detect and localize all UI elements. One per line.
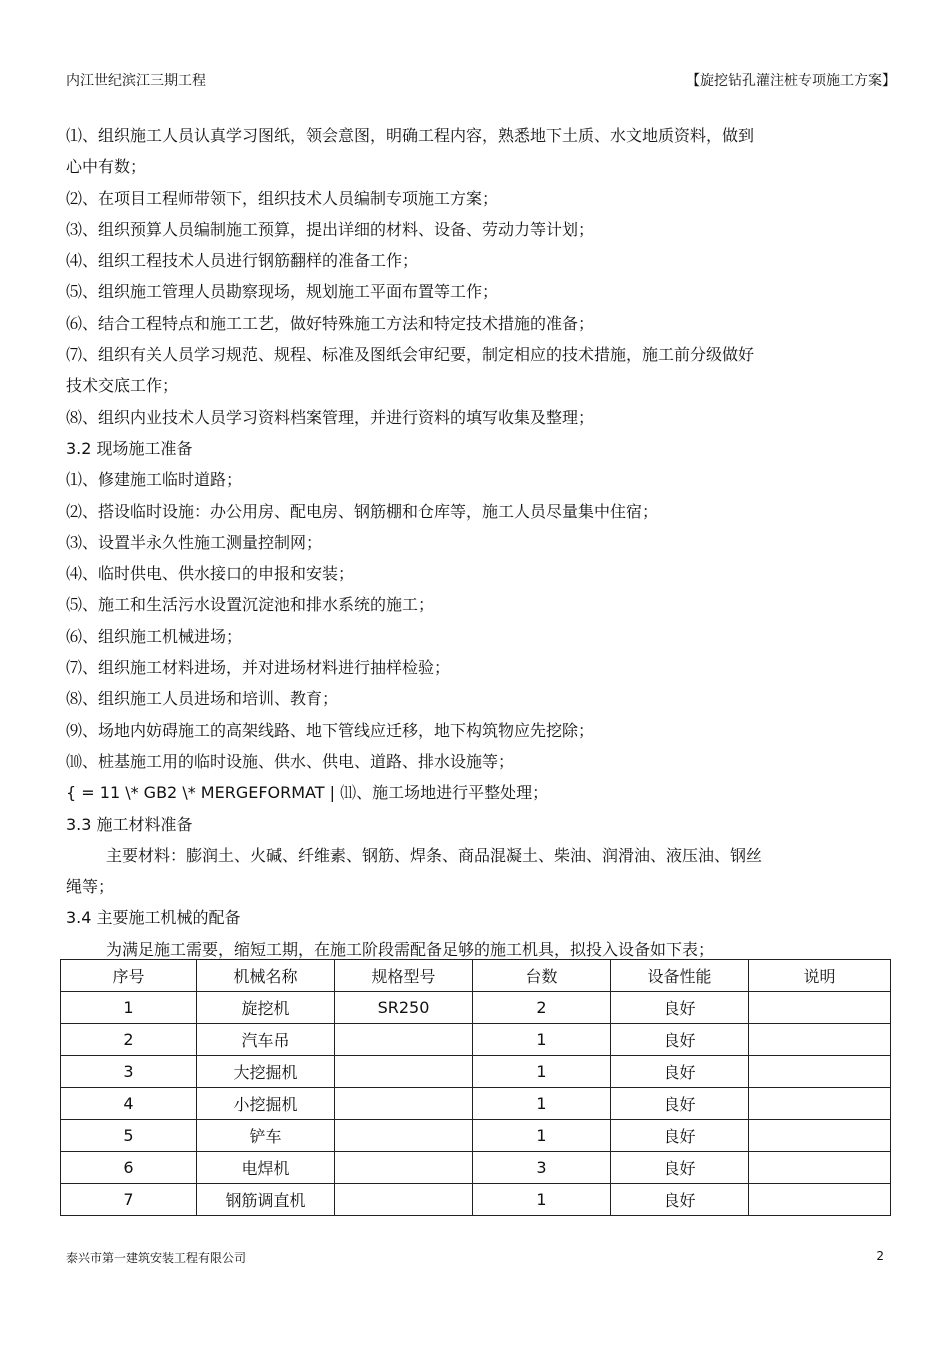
cell-performance: 良好 [611, 1056, 749, 1088]
header-cell-quantity: 台数 [473, 960, 611, 992]
cell-index: 5 [61, 1120, 197, 1152]
document-body [66, 120, 842, 965]
cell-model [335, 1120, 473, 1152]
header-document-title: 【旋挖钻孔灌注桩专项施工方案】 [686, 73, 896, 89]
cell-quantity: 1 [473, 1120, 611, 1152]
cell-model [335, 1152, 473, 1184]
cell-quantity: 1 [473, 1056, 611, 1088]
table-row [61, 992, 891, 1024]
header-cell-model: 规格型号 [335, 960, 473, 992]
table-row [61, 1024, 891, 1056]
page-number: 2 [876, 1249, 884, 1263]
body-line: ⑼、场地内妨碍施工的高架线路、地下管线应迁移，地下构筑物应先挖除； [66, 720, 595, 740]
cell-index: 6 [61, 1152, 197, 1184]
header-cell-index: 序号 [61, 960, 197, 992]
cell-notes [749, 1024, 891, 1056]
cell-performance: 良好 [611, 1088, 749, 1120]
cell-quantity: 1 [473, 1024, 611, 1056]
header-cell-performance: 设备性能 [611, 960, 749, 992]
table-row [61, 1056, 891, 1088]
table-row [61, 1088, 891, 1120]
header-cell-notes: 说明 [749, 960, 891, 992]
body-line: 技术交底工作； [66, 376, 179, 396]
cell-quantity: 3 [473, 1152, 611, 1184]
cell-index: 7 [61, 1184, 197, 1216]
body-line: ⑶、设置半永久性施工测量控制网； [66, 532, 323, 552]
cell-model: SR250 [335, 992, 473, 1024]
table-row [61, 1120, 891, 1152]
cell-notes [749, 1120, 891, 1152]
cell-machine-name: 汽车吊 [197, 1024, 335, 1056]
body-line: ⑹、组织施工机械进场； [66, 626, 243, 646]
cell-notes [749, 992, 891, 1024]
body-line: 主要材料：膨润土、火碱、纤维素、钢筋、焊条、商品混凝土、柴油、润滑油、液压油、钢丝 [106, 845, 763, 865]
cell-quantity: 1 [473, 1088, 611, 1120]
page-header [66, 70, 896, 90]
body-line: ⑵、在项目工程师带领下，组织技术人员编制专项施工方案； [66, 188, 499, 208]
cell-index: 4 [61, 1088, 197, 1120]
section-heading-3-2: 3.2 现场施工准备 [66, 438, 193, 458]
cell-notes [749, 1088, 891, 1120]
cell-performance: 良好 [611, 1024, 749, 1056]
cell-model [335, 1088, 473, 1120]
page-footer [66, 1249, 884, 1269]
body-line: 为满足施工需要，缩短工期，在施工阶段需配备足够的施工机具，拟投入设备如下表； [106, 939, 715, 959]
table-row [61, 1152, 891, 1184]
section-heading-3-4: 3.4 主要施工机械的配备 [66, 908, 241, 928]
cell-performance: 良好 [611, 1120, 749, 1152]
section-heading-3-3: 3.3 施工材料准备 [66, 814, 193, 834]
cell-performance: 良好 [611, 1152, 749, 1184]
cell-performance: 良好 [611, 1184, 749, 1216]
cell-performance: 良好 [611, 992, 749, 1024]
cell-model [335, 1056, 473, 1088]
table-header-row [61, 960, 891, 992]
body-line: ⑷、组织工程技术人员进行钢筋翻样的准备工作； [66, 251, 419, 271]
body-line: ⑺、组织有关人员学习规范、规程、标准及图纸会审纪要，制定相应的技术措施，施工前分级做好 [66, 345, 755, 365]
body-line: ⑴、组织施工人员认真学习图纸，领会意图，明确工程内容，熟悉地下土质、水文地质资料，做到 [66, 126, 755, 145]
cell-index: 1 [61, 992, 197, 1024]
cell-machine-name: 钢筋调直机 [197, 1184, 335, 1216]
body-line: ⑸、施工和生活污水设置沉淀池和排水系统的施工； [66, 595, 435, 615]
cell-machine-name: 大挖掘机 [197, 1056, 335, 1088]
equipment-table [60, 959, 891, 1216]
body-line: ⑻、组织内业技术人员学习资料档案管理，并进行资料的填写收集及整理； [66, 407, 595, 427]
cell-machine-name: 小挖掘机 [197, 1088, 335, 1120]
body-line: ⑶、组织预算人员编制施工预算，提出详细的材料、设备、劳动力等计划； [66, 219, 595, 239]
body-line: ⑵、搭设临时设施：办公用房、配电房、钢筋棚和仓库等，施工人员尽量集中住宿； [66, 501, 659, 521]
cell-index: 2 [61, 1024, 197, 1056]
body-line: { = 11 \* GB2 \* MERGEFORMAT | ⑾、施工场地进行平整处理； [66, 783, 549, 803]
body-line: 心中有数； [66, 157, 147, 177]
body-line: ⑹、结合工程特点和施工工艺，做好特殊施工方法和特定技术措施的准备； [66, 313, 595, 333]
cell-machine-name: 铲车 [197, 1120, 335, 1152]
footer-company-name: 泰兴市第一建筑安装工程有限公司 [66, 1251, 247, 1265]
cell-model [335, 1024, 473, 1056]
body-line: 绳等； [66, 877, 115, 897]
header-cell-machine-name: 机械名称 [197, 960, 335, 992]
header-project-name: 内江世纪滨江三期工程 [66, 73, 206, 89]
cell-index: 3 [61, 1056, 197, 1088]
cell-notes [749, 1056, 891, 1088]
cell-quantity: 2 [473, 992, 611, 1024]
body-line: ⑽、桩基施工用的临时设施、供水、供电、道路、排水设施等； [66, 751, 515, 771]
body-line: ⑺、组织施工材料进场，并对进场材料进行抽样检验； [66, 658, 451, 678]
body-line: ⑴、修建施工临时道路； [66, 470, 243, 490]
body-line: ⑻、组织施工人员进场和培训、教育； [66, 689, 339, 709]
cell-notes [749, 1152, 891, 1184]
cell-model [335, 1184, 473, 1216]
body-line: ⑸、组织施工管理人员勘察现场，规划施工平面布置等工作； [66, 282, 499, 302]
cell-notes [749, 1184, 891, 1216]
cell-machine-name: 旋挖机 [197, 992, 335, 1024]
table-row [61, 1184, 891, 1216]
cell-machine-name: 电焊机 [197, 1152, 335, 1184]
body-line: ⑷、临时供电、供水接口的申报和安装； [66, 564, 355, 584]
cell-quantity: 1 [473, 1184, 611, 1216]
